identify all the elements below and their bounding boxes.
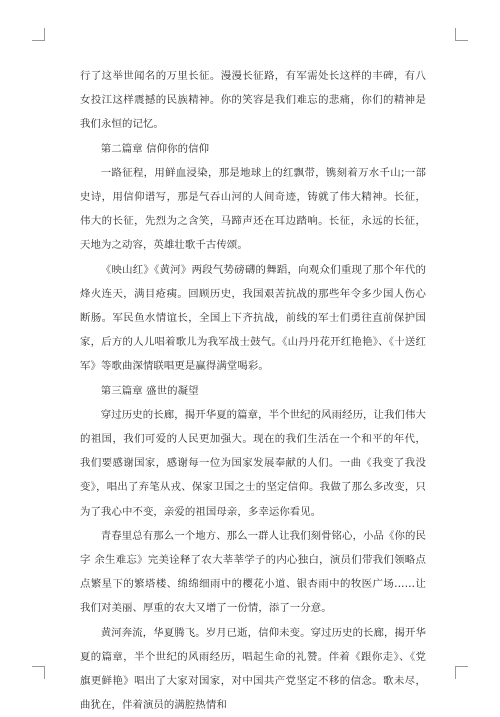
paragraph: 青春里总有那么一个地方、那么一群人让我们刻骨铭心，小品《你的民字 余生难忘》完美诠释了农大莘莘学子的内心独白，演员们带我们领略点点繁星下的繁塔楼、绵绵细雨中的樱花小道、银杏雨中的牧医广场……让我们对美丽、厚重的农大又增了一份情，添了一分意。 xyxy=(80,529,427,615)
section-heading-2: 第二篇章 信仰你的信仰 xyxy=(100,142,210,155)
crop-mark-bottom-left xyxy=(32,666,45,679)
crop-mark-top-right xyxy=(455,28,468,41)
paragraph: 一路征程，用鲜血浸染，那是地球上的红飘带，镌刻着万水千山;一部史诗，用信仰谱写，那是气吞山河的人间奇迹，铸就了伟大精神。长征，伟大的长征，先烈为之含笑，马蹄声还在耳边踏响。长征，永远的长征，天地为之动容，英雄壮歌千古传颂。 xyxy=(80,166,426,252)
document-body xyxy=(80,64,426,717)
paragraph: 穿过历史的长廊，揭开华夏的篇章，半个世纪的风雨经历，让我们伟大的祖国，我们可爱的人民更加强大。现在的我们生活在一个和平的年代，我们要感谢国家，感谢每一位为国家发展奉献的人们。一曲《我变了我没变》，唱出了弃笔从戎、保家卫国之士的坚定信仰。我做了那么多改变，只为了我心中不变，亲爱的祖国母亲，多幸运你看见。 xyxy=(80,408,427,518)
paragraph: 黄河奔流，华夏腾飞。岁月已逝，信仰未变。穿过历史的长廊，揭开华夏的篇章，半个世纪的风雨经历，唱起生命的礼赞。伴着《跟你走》、《党旗更鲜艳》唱出了大家对国家，对中国共产党坚定不移的信念。歌未尽，曲犹在，伴着演员的满腔热情和 xyxy=(80,626,427,712)
paragraph-continuation: 行了这举世闻名的万里长征。漫漫长征路，有军需处长这样的丰碑，有八女投江这样震撼的民族精神。你的笑容是我们难忘的悲痛，你们的精神是我们永恒的记忆。 xyxy=(80,70,426,131)
crop-mark-bottom-right xyxy=(455,666,468,679)
section-heading-3: 第三篇章 盛世的凝望 xyxy=(100,384,199,397)
paragraph: 《映山红》《黄河》两段气势磅礴的舞蹈，向观众们重现了那个年代的烽火连天，满目疮痍。回顾历史，我国艰苦抗战的那些年令多少国人伤心断肠。军民鱼水情谊长，全国上下齐抗战，前线的军士们勇往直前保护国家，后方的人儿唱着歌儿为我军战士鼓气。《山丹丹花开红艳艳》、《十送红军》等歌曲深情联唱更是赢得满堂喝彩。 xyxy=(80,263,426,373)
crop-mark-top-left xyxy=(32,28,45,41)
